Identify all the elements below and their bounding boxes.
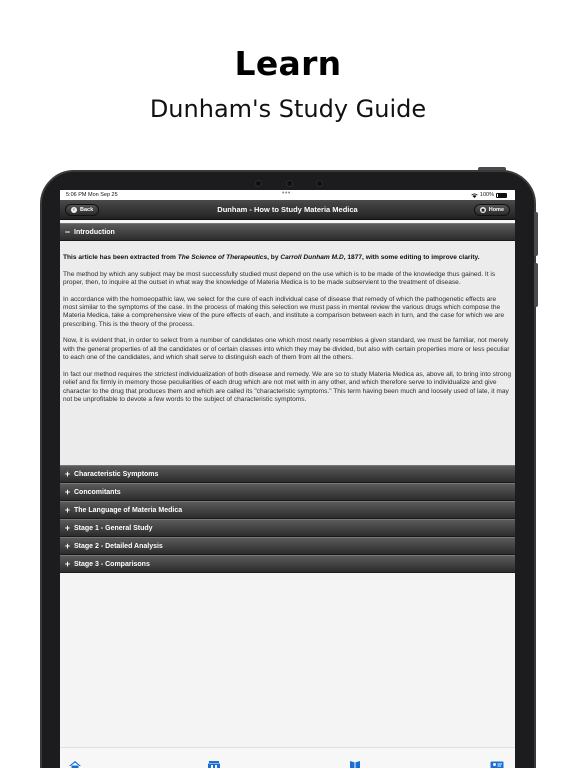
home-button[interactable] [474,204,510,216]
body-paragraph: Now, it is evident that, in order to select from a number of candidates one which most nearly resembles a given standard, we must be familiar, not merely with the general properties of all the candidates or of certain classes into which they may be divided, but also with certain properties more or less peculiar to each one of the candidates, and which shall serve to distinguish each of them from all the others. [63,337,510,362]
sensor-icon [255,180,262,187]
body-paragraph: In accordance with the homoeopathic law, we select for the cure of each individual case of disease that remedy of which the pathogenetic effects are most similar to the symptoms of the case. In the process of making this selection we must pass in mental review the various drugs which compose the Materia Medica, take a comprehensive view of the pure effects of each, and institute a comparison between each in turn, and the case for which we are prescribing. This is the theory of the process. [63,295,505,328]
home-button-label: Home [488,207,504,213]
device-volume-button [534,263,538,307]
camera-icon [286,180,293,187]
status-indicators [471,192,507,198]
section-header-language[interactable] [60,501,515,519]
nav-bar [60,200,515,220]
section-content [60,241,515,465]
status-bar [60,190,515,200]
sensor-icon [316,180,323,187]
section-label: The Language of Materia Medica [74,507,183,514]
status-time: 5:06 PM Mon Sep 25 [66,192,118,198]
book-icon[interactable] [348,760,362,768]
home-icon[interactable] [68,760,82,768]
section-header-stage-2[interactable] [60,537,515,555]
expand-icon: + [64,487,71,497]
device-volume-button [534,212,538,256]
contact-icon[interactable] [490,760,504,768]
section-header-characteristic-symptoms[interactable] [60,465,515,483]
intro-paragraph: This article has been extracted from The Science of Therapeutics, by Carroll Dunham M.D, 1877, with some editing to improve clarity. [63,254,480,261]
nav-title: Dunham - How to Study Materia Medica [217,205,358,214]
expand-icon: + [64,523,71,533]
app-screen [60,190,515,768]
page-title: Learn [234,44,342,83]
expand-icon: + [64,469,71,479]
collapse-icon: − [64,227,71,237]
back-button-label: Back [80,207,94,213]
section-label: Concomitants [74,489,121,496]
section-header-introduction[interactable] [60,223,515,241]
multitask-dots-icon[interactable]: ••• [282,190,291,197]
home-icon [480,207,486,213]
tab-bar [60,747,515,768]
author-name: Carroll Dunham M.D [280,254,344,261]
section-header-stage-1[interactable] [60,519,515,537]
expand-icon: + [64,559,71,569]
library-icon[interactable] [207,760,221,768]
section-label: Stage 2 - Detailed Analysis [74,543,163,550]
expand-icon: + [64,541,71,551]
battery-percent: 100% [479,192,494,198]
back-arrow-icon: ‹ [71,207,77,213]
book-title: The Science of Therapeutics [177,254,268,261]
battery-icon [496,193,507,198]
section-label: Introduction [74,229,115,236]
section-label: Stage 1 - General Study [74,525,153,532]
section-header-concomitants[interactable] [60,483,515,501]
body-paragraph: In fact our method requires the strictest individualization of both disease and remedy. We are so to study Materia Medica as, above all, to bring into strong relief and fix firmly in memory those peculiarities of each drug which are not met with in any other, and which therefore serve to individualize and give character to the drug that produces them and which are called its "characteristic symptoms." This term having been much and loosely used of late, it may not be unprofitable to devote a few words to the subject of characteristic symptoms. [63,370,512,404]
expand-icon: + [64,505,71,515]
body-paragraph: The method by which any subject may be most successfully studied must depend on the use which is to be made of the knowledge thus gained. It is proper, then, to inquire at the outset in what way the knowledge of Materia Medica is to be made subservient to the treatment of disease. [63,270,496,286]
section-label: Stage 3 - Comparisons [74,561,150,568]
page-subtitle: Dunham's Study Guide [149,95,427,123]
empty-area [60,575,515,747]
wifi-icon [471,193,478,198]
section-header-stage-3[interactable] [60,555,515,573]
section-label: Characteristic Symptoms [74,471,159,478]
